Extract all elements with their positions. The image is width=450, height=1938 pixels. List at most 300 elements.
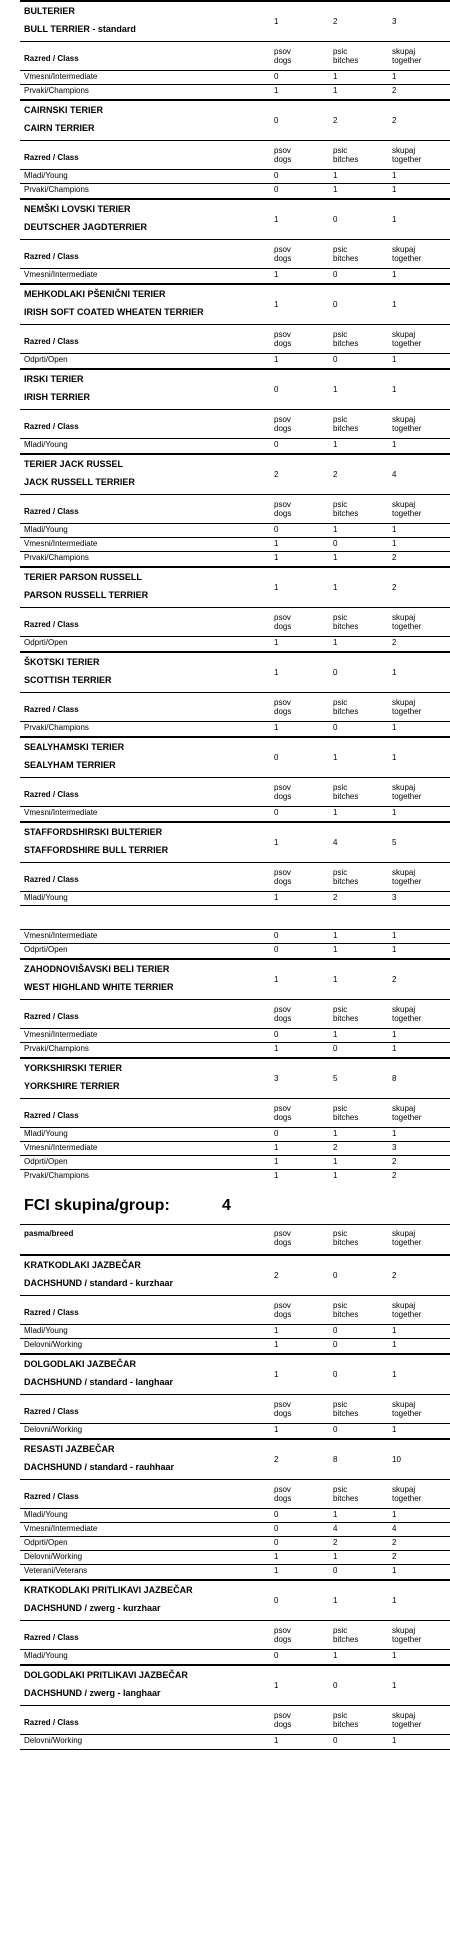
- dogs-count: 1: [274, 1143, 279, 1152]
- divider-line: [20, 1141, 450, 1142]
- class-row-label: Vmesni/Intermediate: [24, 1524, 98, 1533]
- dogs-count: 1: [274, 1340, 279, 1349]
- bitches-total: 1: [333, 583, 338, 592]
- bitches-total: 1: [333, 1596, 338, 1605]
- bitches-count: 1: [333, 1651, 338, 1660]
- divider-line: [20, 721, 450, 722]
- bitches-count: 2: [333, 1538, 338, 1547]
- class-header: Razred / Class: [24, 1111, 79, 1120]
- bitches-column-header: psic bitches: [333, 1711, 359, 1729]
- together-column-header: skupaj together: [392, 1005, 422, 1023]
- together-count: 3: [392, 1143, 397, 1152]
- dogs-count: 1: [274, 1736, 279, 1745]
- dogs-count: 1: [274, 1552, 279, 1561]
- together-total: 1: [392, 753, 397, 762]
- divider-line: [20, 1155, 450, 1156]
- dogs-count: 1: [274, 553, 279, 562]
- together-count: 1: [392, 723, 397, 732]
- divider-line: [20, 198, 450, 200]
- dogs-count: 1: [274, 355, 279, 364]
- together-total: 1: [392, 385, 397, 394]
- together-column-header: skupaj together: [392, 1400, 422, 1418]
- together-count: 1: [392, 931, 397, 940]
- together-column-header: skupaj together: [392, 245, 422, 263]
- together-total: 1: [392, 300, 397, 309]
- bitches-column-header: psic bitches: [333, 1400, 359, 1418]
- class-row-label: Delovni/Working: [24, 1736, 83, 1745]
- breed-name-local: ZAHODNOVIŠAVSKI BELI TERIER: [24, 964, 170, 974]
- together-total: 3: [392, 17, 397, 26]
- bitches-column-header: psic bitches: [333, 47, 359, 65]
- dogs-count: 0: [274, 72, 279, 81]
- divider-line: [20, 1295, 450, 1296]
- divider-line: [20, 607, 450, 608]
- together-count: 1: [392, 1044, 397, 1053]
- bitches-count: 0: [333, 539, 338, 548]
- dogs-column-header: psov dogs: [274, 245, 292, 263]
- class-row-label: Vmesni/Intermediate: [24, 931, 98, 940]
- class-header: Razred / Class: [24, 1492, 79, 1501]
- together-count: 2: [392, 1538, 397, 1547]
- together-count: 1: [392, 525, 397, 534]
- divider-line: [20, 353, 450, 354]
- bitches-total: 0: [333, 215, 338, 224]
- dogs-column-header: psov dogs: [274, 1400, 292, 1418]
- dogs-column-header: psov dogs: [274, 1485, 292, 1503]
- together-count: 1: [392, 1326, 397, 1335]
- dogs-count: 1: [274, 893, 279, 902]
- divider-line: [20, 84, 450, 85]
- breed-name-local: DOLGODLAKI JAZBEČAR: [24, 1359, 136, 1369]
- dogs-column-header: psov dogs: [274, 1104, 292, 1122]
- divider-line: [20, 905, 450, 906]
- together-count: 1: [392, 1736, 397, 1745]
- breed-name-english: SCOTTISH TERRIER: [24, 675, 112, 685]
- class-header: Razred / Class: [24, 875, 79, 884]
- bitches-total: 5: [333, 1074, 338, 1083]
- dogs-count: 0: [274, 171, 279, 180]
- divider-line: [20, 1423, 450, 1424]
- breed-name-local: STAFFORDSHIRSKI BULTERIER: [24, 827, 163, 837]
- bitches-column-header: psic bitches: [333, 245, 359, 263]
- bitches-total: 0: [333, 668, 338, 677]
- together-count: 1: [392, 171, 397, 180]
- bitches-total: 2: [333, 116, 338, 125]
- divider-line: [20, 183, 450, 184]
- bitches-count: 0: [333, 1425, 338, 1434]
- bitches-count: 1: [333, 553, 338, 562]
- divider-line: [20, 537, 450, 538]
- breed-name-local: TERIER JACK RUSSEL: [24, 459, 124, 469]
- divider-line: [20, 1749, 450, 1750]
- bitches-column-header: psic bitches: [333, 1229, 359, 1247]
- together-count: 1: [392, 1129, 397, 1138]
- class-row-label: Prvaki/Champions: [24, 723, 89, 732]
- breed-name-english: CAIRN TERRIER: [24, 123, 95, 133]
- class-row-label: Mladi/Young: [24, 893, 68, 902]
- bitches-column-header: psic bitches: [333, 1626, 359, 1644]
- bitches-count: 1: [333, 440, 338, 449]
- class-row-label: Odprti/Open: [24, 945, 68, 954]
- divider-line: [20, 1338, 450, 1339]
- bitches-column-header: psic bitches: [333, 868, 359, 886]
- divider-line: [20, 0, 450, 2]
- divider-line: [20, 1169, 450, 1170]
- class-row-label: Mladi/Young: [24, 1651, 68, 1660]
- dogs-total: 0: [274, 1596, 279, 1605]
- class-row-label: Mladi/Young: [24, 1510, 68, 1519]
- together-total: 2: [392, 975, 397, 984]
- divider-line: [20, 1522, 450, 1523]
- bitches-count: 1: [333, 1510, 338, 1519]
- together-count: 4: [392, 1524, 397, 1533]
- dogs-total: 1: [274, 838, 279, 847]
- together-column-header: skupaj together: [392, 1626, 422, 1644]
- divider-line: [20, 494, 450, 495]
- divider-line: [20, 651, 450, 653]
- divider-line: [20, 1579, 450, 1581]
- bitches-count: 1: [333, 808, 338, 817]
- together-count: 1: [392, 355, 397, 364]
- dogs-count: 0: [274, 945, 279, 954]
- class-row-label: Delovni/Working: [24, 1552, 83, 1561]
- dogs-total: 2: [274, 470, 279, 479]
- dogs-column-header: psov dogs: [274, 1301, 292, 1319]
- dogs-count: 0: [274, 1538, 279, 1547]
- divider-line: [20, 1028, 450, 1029]
- together-count: 1: [392, 72, 397, 81]
- bitches-total: 1: [333, 385, 338, 394]
- divider-line: [20, 943, 450, 944]
- together-count: 1: [392, 808, 397, 817]
- together-count: 1: [392, 1425, 397, 1434]
- divider-line: [20, 368, 450, 370]
- class-row-label: Mladi/Young: [24, 1326, 68, 1335]
- dogs-total: 0: [274, 116, 279, 125]
- bitches-total: 2: [333, 17, 338, 26]
- together-total: 1: [392, 1596, 397, 1605]
- class-row-label: Odprti/Open: [24, 1157, 68, 1166]
- class-header: Razred / Class: [24, 153, 79, 162]
- together-total: 1: [392, 668, 397, 677]
- together-count: 1: [392, 1030, 397, 1039]
- divider-line: [20, 551, 450, 552]
- breed-name-local: ŠKOTSKI TERIER: [24, 657, 100, 667]
- dogs-count: 1: [274, 270, 279, 279]
- dogs-total: 1: [274, 17, 279, 26]
- class-row-label: Vmesni/Intermediate: [24, 1143, 98, 1152]
- bitches-total: 0: [333, 1681, 338, 1690]
- divider-line: [20, 1254, 450, 1256]
- divider-line: [20, 958, 450, 960]
- together-total: 10: [392, 1455, 401, 1464]
- bitches-total: 1: [333, 975, 338, 984]
- divider-line: [20, 891, 450, 892]
- class-row-label: Veterani/Veterans: [24, 1566, 88, 1575]
- breed-name-local: DOLGODLAKI PRITLIKAVI JAZBEČAR: [24, 1670, 188, 1680]
- class-header: Razred / Class: [24, 337, 79, 346]
- bitches-column-header: psic bitches: [333, 146, 359, 164]
- dogs-total: 1: [274, 583, 279, 592]
- class-header: Razred / Class: [24, 1308, 79, 1317]
- dogs-count: 0: [274, 1030, 279, 1039]
- class-row-label: Prvaki/Champions: [24, 185, 89, 194]
- divider-line: [20, 1479, 450, 1480]
- divider-line: [20, 1394, 450, 1395]
- breed-name-english: WEST HIGHLAND WHITE TERRIER: [24, 982, 174, 992]
- dogs-total: 0: [274, 753, 279, 762]
- together-count: 2: [392, 553, 397, 562]
- breed-name-english: IRISH TERRIER: [24, 392, 91, 402]
- dogs-total: 1: [274, 215, 279, 224]
- together-column-header: skupaj together: [392, 146, 422, 164]
- together-column-header: skupaj together: [392, 698, 422, 716]
- divider-line: [20, 523, 450, 524]
- together-count: 1: [392, 1566, 397, 1575]
- breed-name-english: DACHSHUND / standard - rauhhaar: [24, 1462, 175, 1472]
- breed-name-english: SEALYHAM TERRIER: [24, 760, 116, 770]
- dogs-count: 1: [274, 539, 279, 548]
- bitches-total: 4: [333, 838, 338, 847]
- together-column-header: skupaj together: [392, 783, 422, 801]
- divider-line: [20, 999, 450, 1000]
- divider-line: [20, 41, 450, 42]
- breed-name-english: IRISH SOFT COATED WHEATEN TERRIER: [24, 307, 204, 317]
- bitches-total: 2: [333, 470, 338, 479]
- bitches-column-header: psic bitches: [333, 698, 359, 716]
- bitches-count: 0: [333, 270, 338, 279]
- together-count: 2: [392, 638, 397, 647]
- divider-line: [20, 239, 450, 240]
- class-row-label: Vmesni/Intermediate: [24, 539, 98, 548]
- class-row-label: Vmesni/Intermediate: [24, 808, 98, 817]
- class-row-label: Vmesni/Intermediate: [24, 72, 98, 81]
- together-count: 2: [392, 1552, 397, 1561]
- dogs-total: 2: [274, 1455, 279, 1464]
- bitches-count: 1: [333, 931, 338, 940]
- class-header: Razred / Class: [24, 422, 79, 431]
- bitches-column-header: psic bitches: [333, 330, 359, 348]
- dogs-column-header: psov dogs: [274, 47, 292, 65]
- class-header: Razred / Class: [24, 507, 79, 516]
- bitches-column-header: psic bitches: [333, 1005, 359, 1023]
- dogs-count: 1: [274, 1326, 279, 1335]
- dogs-column-header: psov dogs: [274, 783, 292, 801]
- breed-column-header: pasma/breed: [24, 1229, 74, 1238]
- together-column-header: skupaj together: [392, 415, 422, 433]
- bitches-column-header: psic bitches: [333, 415, 359, 433]
- class-header: Razred / Class: [24, 705, 79, 714]
- breed-name-local: RESASTI JAZBEČAR: [24, 1444, 115, 1454]
- dogs-total: 1: [274, 300, 279, 309]
- class-row-label: Delovni/Working: [24, 1340, 83, 1349]
- dogs-count: 1: [274, 1566, 279, 1575]
- dogs-column-header: psov dogs: [274, 1626, 292, 1644]
- dogs-column-header: psov dogs: [274, 1229, 292, 1247]
- together-total: 2: [392, 116, 397, 125]
- bitches-count: 1: [333, 1171, 338, 1180]
- divider-line: [20, 692, 450, 693]
- breed-name-local: SEALYHAMSKI TERIER: [24, 742, 125, 752]
- divider-line: [20, 862, 450, 863]
- together-column-header: skupaj together: [392, 330, 422, 348]
- divider-line: [20, 268, 450, 269]
- dogs-count: 0: [274, 1524, 279, 1533]
- together-count: 1: [392, 945, 397, 954]
- dogs-count: 1: [274, 1044, 279, 1053]
- dogs-count: 0: [274, 440, 279, 449]
- dogs-count: 0: [274, 1129, 279, 1138]
- divider-line: [20, 1098, 450, 1099]
- breed-name-local: IRSKI TERIER: [24, 374, 84, 384]
- divider-line: [20, 140, 450, 141]
- bitches-total: 0: [333, 300, 338, 309]
- breed-name-english: PARSON RUSSELL TERRIER: [24, 590, 149, 600]
- breed-name-english: BULL TERRIER - standard: [24, 24, 136, 34]
- breed-name-english: DACHSHUND / standard - kurzhaar: [24, 1278, 174, 1288]
- bitches-count: 0: [333, 723, 338, 732]
- bitches-count: 1: [333, 1552, 338, 1561]
- divider-line: [20, 324, 450, 325]
- divider-line: [20, 70, 450, 71]
- bitches-count: 1: [333, 945, 338, 954]
- divider-line: [20, 1353, 450, 1355]
- together-column-header: skupaj together: [392, 868, 422, 886]
- class-row-label: Prvaki/Champions: [24, 553, 89, 562]
- dogs-count: 1: [274, 638, 279, 647]
- dogs-column-header: psov dogs: [274, 1711, 292, 1729]
- together-total: 5: [392, 838, 397, 847]
- dogs-count: 0: [274, 185, 279, 194]
- dogs-column-header: psov dogs: [274, 415, 292, 433]
- class-header: Razred / Class: [24, 1012, 79, 1021]
- divider-line: [20, 453, 450, 455]
- bitches-count: 1: [333, 171, 338, 180]
- together-total: 1: [392, 1370, 397, 1379]
- together-column-header: skupaj together: [392, 1485, 422, 1503]
- bitches-column-header: psic bitches: [333, 783, 359, 801]
- bitches-column-header: psic bitches: [333, 500, 359, 518]
- divider-line: [20, 1224, 450, 1225]
- dogs-column-header: psov dogs: [274, 698, 292, 716]
- bitches-count: 1: [333, 1157, 338, 1166]
- dogs-total: 1: [274, 1370, 279, 1379]
- divider-line: [20, 438, 450, 439]
- divider-line: [20, 636, 450, 637]
- class-row-label: Mladi/Young: [24, 440, 68, 449]
- divider-line: [20, 1057, 450, 1059]
- divider-line: [20, 1664, 450, 1666]
- divider-line: [20, 283, 450, 285]
- bitches-total: 1: [333, 753, 338, 762]
- bitches-count: 4: [333, 1524, 338, 1533]
- breed-name-local: KRATKODLAKI JAZBEČAR: [24, 1260, 141, 1270]
- class-header: Razred / Class: [24, 1633, 79, 1642]
- breed-name-local: TERIER PARSON RUSSELL: [24, 572, 142, 582]
- together-total: 1: [392, 215, 397, 224]
- dogs-column-header: psov dogs: [274, 1005, 292, 1023]
- together-column-header: skupaj together: [392, 500, 422, 518]
- breed-name-english: DEUTSCHER JAGDTERRIER: [24, 222, 148, 232]
- class-header: Razred / Class: [24, 1407, 79, 1416]
- class-row-label: Odprti/Open: [24, 355, 68, 364]
- breed-name-local: BULTERIER: [24, 6, 75, 16]
- class-header: Razred / Class: [24, 620, 79, 629]
- divider-line: [20, 821, 450, 823]
- fci-group-label: FCI skupina/group:: [24, 1197, 170, 1214]
- dogs-total: 1: [274, 1681, 279, 1690]
- bitches-column-header: psic bitches: [333, 613, 359, 631]
- dogs-column-header: psov dogs: [274, 500, 292, 518]
- together-count: 3: [392, 893, 397, 902]
- breed-name-local: MEHKODLAKI PŠENIČNI TERIER: [24, 289, 166, 299]
- class-row-label: Mladi/Young: [24, 1129, 68, 1138]
- class-row-label: Mladi/Young: [24, 525, 68, 534]
- divider-line: [20, 1508, 450, 1509]
- together-column-header: skupaj together: [392, 1711, 422, 1729]
- divider-line: [20, 409, 450, 410]
- divider-line: [20, 1438, 450, 1440]
- together-total: 4: [392, 470, 397, 479]
- divider-line: [20, 169, 450, 170]
- breed-name-english: DACHSHUND / standard - langhaar: [24, 1377, 174, 1387]
- dogs-column-header: psov dogs: [274, 330, 292, 348]
- together-count: 2: [392, 1171, 397, 1180]
- bitches-count: 2: [333, 893, 338, 902]
- dogs-count: 1: [274, 723, 279, 732]
- divider-line: [20, 566, 450, 568]
- together-total: 2: [392, 583, 397, 592]
- breed-name-local: YORKSHIRSKI TERIER: [24, 1063, 123, 1073]
- bitches-column-header: psic bitches: [333, 1104, 359, 1122]
- together-count: 1: [392, 539, 397, 548]
- class-header: Razred / Class: [24, 1718, 79, 1727]
- class-header: Razred / Class: [24, 54, 79, 63]
- divider-line: [20, 1324, 450, 1325]
- dogs-column-header: psov dogs: [274, 146, 292, 164]
- class-row-label: Prvaki/Champions: [24, 1171, 89, 1180]
- breed-name-english: STAFFORDSHIRE BULL TERRIER: [24, 845, 169, 855]
- divider-line: [20, 1127, 450, 1128]
- bitches-column-header: psic bitches: [333, 1301, 359, 1319]
- divider-line: [20, 1564, 450, 1565]
- class-row-label: Delovni/Working: [24, 1425, 83, 1434]
- dogs-total: 3: [274, 1074, 279, 1083]
- dogs-total: 1: [274, 668, 279, 677]
- class-row-label: Mladi/Young: [24, 171, 68, 180]
- dogs-count: 0: [274, 931, 279, 940]
- divider-line: [20, 806, 450, 807]
- dogs-column-header: psov dogs: [274, 868, 292, 886]
- breed-name-local: KRATKODLAKI PRITLIKAVI JAZBEČAR: [24, 1585, 193, 1595]
- bitches-count: 0: [333, 1736, 338, 1745]
- together-column-header: skupaj together: [392, 47, 422, 65]
- divider-line: [20, 777, 450, 778]
- class-header: Razred / Class: [24, 790, 79, 799]
- divider-line: [20, 1705, 450, 1706]
- bitches-count: 1: [333, 638, 338, 647]
- bitches-total: 0: [333, 1271, 338, 1280]
- breed-name-english: DACHSHUND / zwerg - kurzhaar: [24, 1603, 161, 1613]
- breed-name-english: YORKSHIRE TERRIER: [24, 1081, 120, 1091]
- divider-line: [20, 1620, 450, 1621]
- dogs-count: 0: [274, 525, 279, 534]
- class-row-label: Odprti/Open: [24, 638, 68, 647]
- bitches-count: 1: [333, 72, 338, 81]
- bitches-count: 1: [333, 1030, 338, 1039]
- together-count: 1: [392, 185, 397, 194]
- dogs-count: 1: [274, 86, 279, 95]
